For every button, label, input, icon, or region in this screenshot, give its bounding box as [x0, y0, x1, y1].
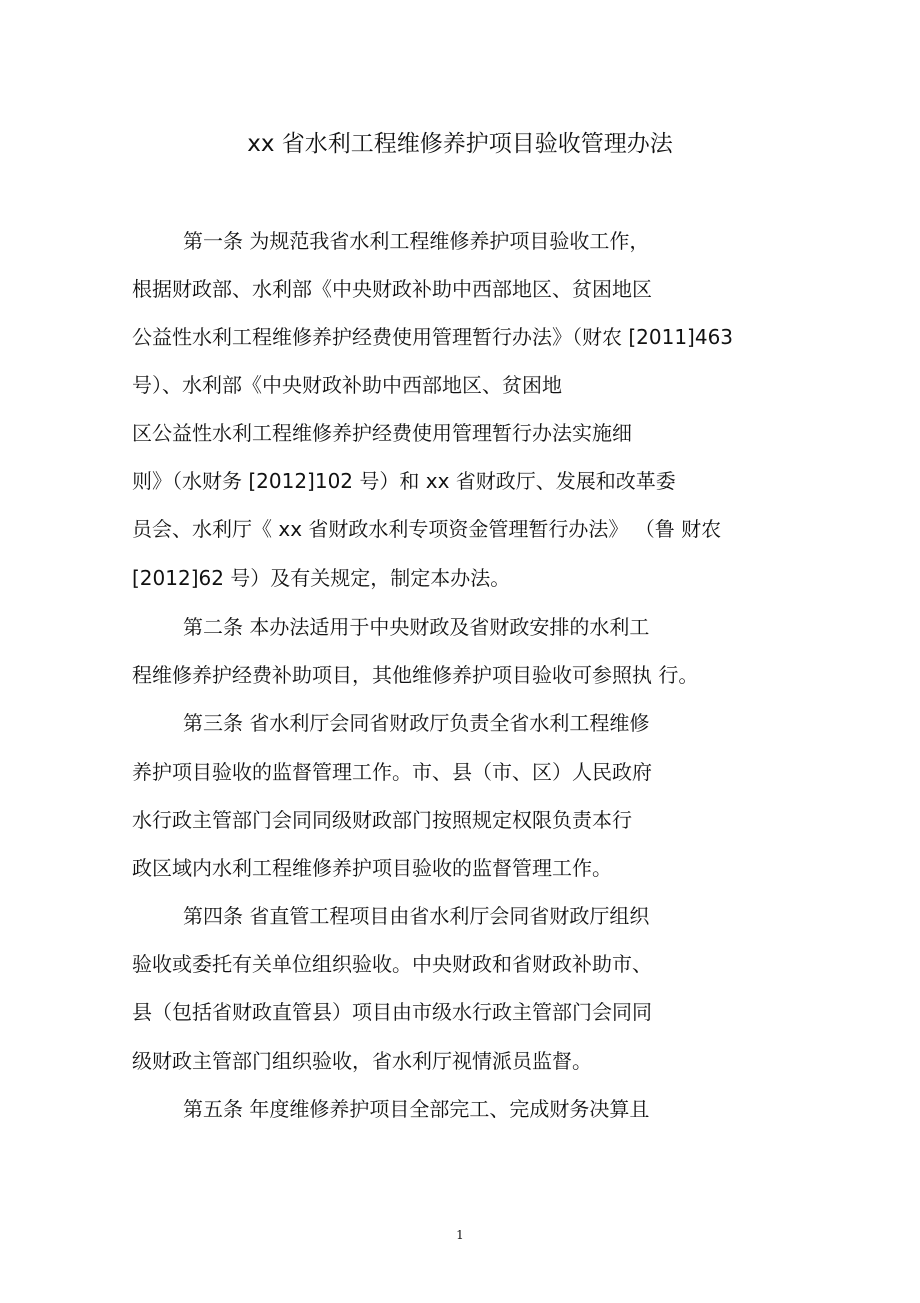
text-line: 政区域内水利工程维修养护项目验收的监督管理工作。 — [132, 856, 612, 880]
text-line: 区公益性水利工程维修养护经费使用管理暂行办法实施细 — [132, 421, 632, 445]
text-line: 第三条 省水利厅会同省财政厅负责全省水利工程维修 — [183, 711, 650, 735]
text-line: 第四条 省直管工程项目由省水利厅会同省财政厅组织 — [183, 904, 650, 928]
text-line: 号）、水利部《中央财政补助中西部地区、贫困地 — [132, 373, 562, 397]
text-line: 验收或委托有关单位组织验收。中央财政和省财政补助市、 — [132, 952, 652, 976]
text-line: 级财政主管部门组织验收，省水利厅视情派员监督。 — [132, 1049, 592, 1073]
page-number: 1 — [456, 1228, 464, 1242]
text-line: 员会、水利厅《 xx 省财政水利专项资金管理暂行办法》 （鲁 财农 — [132, 517, 722, 541]
text-line: [2012]62 号）及有关规定，制定本办法。 — [132, 566, 511, 590]
text-line: 养护项目验收的监督管理工作。市、县（市、区）人民政府 — [132, 760, 652, 784]
text-line: 根据财政部、水利部《中央财政补助中西部地区、贫困地区 — [132, 277, 652, 301]
text-line: 公益性水利工程维修养护经费使用管理暂行办法》（财农 [2011]463 — [132, 325, 734, 349]
text-line: 程维修养护经费补助项目，其他维修养护项目验收可参照执 行。 — [132, 663, 699, 687]
text-line: 第一条 为规范我省水利工程维修养护项目验收工作， — [183, 229, 650, 253]
text-line: 水行政主管部门会同同级财政部门按照规定权限负责本行 — [132, 808, 632, 832]
document-title: xx 省水利工程维修养护项目验收管理办法 — [247, 131, 673, 157]
text-line: 则》（水财务 [2012]102 号）和 xx 省财政厅、发展和改革委 — [132, 469, 676, 493]
text-line: 第二条 本办法适用于中央财政及省财政安排的水利工 — [183, 615, 650, 639]
text-line: 第五条 年度维修养护项目全部完工、完成财务决算且 — [183, 1097, 650, 1121]
text-line: 县（包括省财政直管县）项目由市级水行政主管部门会同同 — [132, 1000, 652, 1024]
